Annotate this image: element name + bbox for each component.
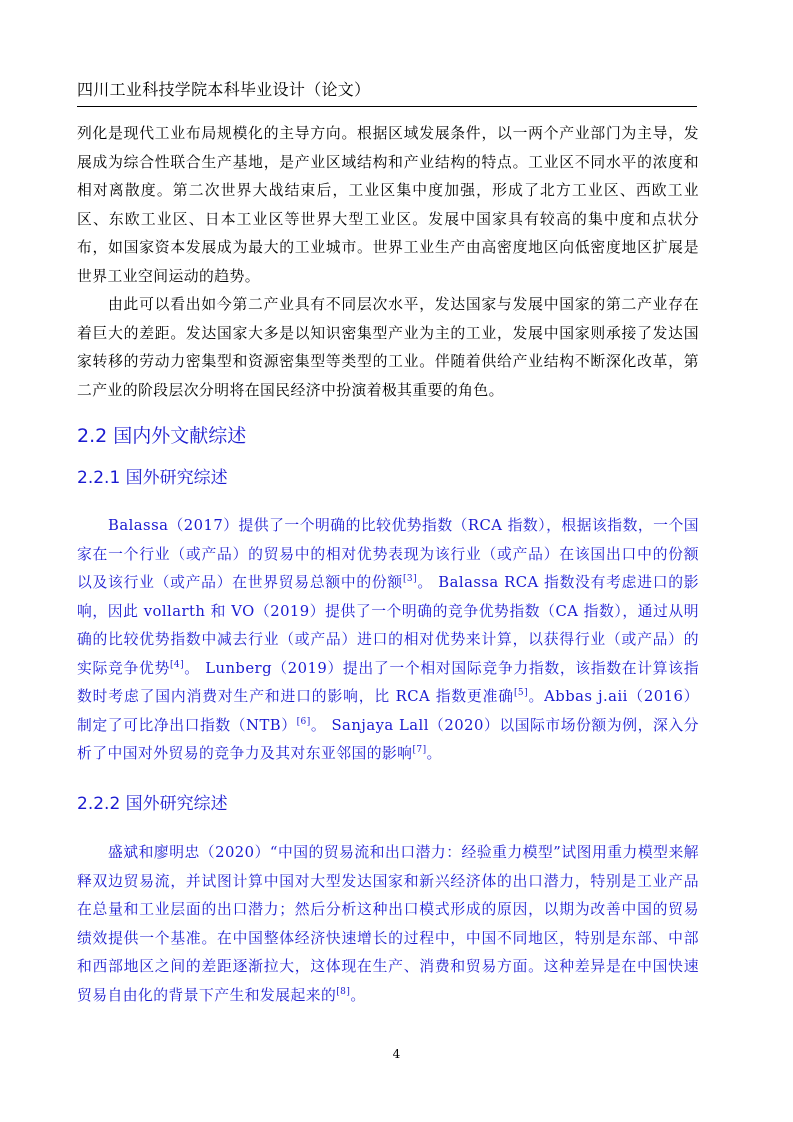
paragraph-trade-flow: [77, 839, 699, 1010]
text-segment: 。 Lunberg（2019）提出了一个相对国际竞争力指数，该指数在计算该指数时考虑了国内消费对生产和进口的影响，比 RCA 指数更准确: [77, 659, 699, 705]
text-segment: 。 Balassa RCA 指数没有考虑进口的影响，因此 vollarth 和 VO（2019）提供了一个明确的竞争优势指数（CA 指数），通过从明确的比较优势指数中减去行业（或产品）进口的相对优势来计算，以获得行业（或产品）的实际竞争优势: [77, 574, 699, 677]
section-heading-2-2-2: 2.2.2 国外研究综述: [77, 794, 228, 814]
header-rule: [77, 106, 697, 107]
citation-ref: [3]: [402, 574, 418, 585]
citation-ref: [5]: [513, 688, 529, 699]
section-heading-2-2-1: 2.2.1 国外研究综述: [77, 468, 228, 488]
citation-ref: [7]: [412, 745, 427, 756]
text-segment: 。: [350, 986, 366, 1004]
citation-ref: [4]: [169, 659, 185, 670]
paragraph-continuation: 列化是现代工业布局规模化的主导方向。根据区域发展条件，以一两个产业部门为主导，发展成为综合性联合生产基地，是产业区域结构和产业结构的特点。工业区不同水平的浓度和相对离散度。第二次世界大战结束后，工业区集中度加强，形成了北方工业区、西欧工业区、东欧工业区、日本工业区等世界大型工业区。发展中国家具有较高的集中度和点状分布，如国家资本发展成为最大的工业城市。世界工业生产由高密度地区向低密度地区扩展是世界工业空间运动的趋势。: [77, 125, 699, 285]
section-heading-2-2: 2.2 国内外文献综述: [77, 425, 247, 447]
citation-ref: [6]: [296, 716, 311, 727]
paragraph-foreign-research: [77, 512, 699, 769]
text-segment: Balassa（2017）提供了一个明确的比较优势指数（RCA 指数），根据该指数，一个国家在一个行业（或产品）的贸易中的相对优势表现为该行业（或产品）在该国出口中的份额以及该行业（或产品）在世界贸易总额中的份额: [77, 517, 699, 591]
text-segment: 。 Sanjaya Lall（2020）以国际市场份额为例，深入分析了中国对外贸易的竞争力及其对东亚邻国的影响: [77, 716, 699, 762]
text-segment: 。: [426, 745, 442, 762]
text-segment: 。Abbas j.aii（2016）制定了可比净出口指数（NTB）: [77, 688, 699, 734]
citation-ref: [8]: [336, 986, 351, 997]
page-number: 4: [392, 1047, 401, 1061]
text-segment: 盛斌和廖明忠（2020）“中国的贸易流和出口潜力：经验重力模型”试图用重力模型来解释双边贸易流，并试图计算中国对大型发达国家和新兴经济体的出口潜力，特别是工业产品在总量和工业层面的出口潜力；然后分析这种出口模式形成的原因，以期为改善中国的贸易绩效提供一个基准。在中国整体经济快速增长的过程中，中国不同地区，特别是东部、中部和西部地区之间的差距逐渐拉大，这体现在生产、消费和贸易方面。这种差异是在中国快速贸易自由化的背景下产生和发展起来的: [77, 844, 699, 1004]
running-header: 四川工业科技学院本科毕业设计（论文）: [77, 80, 371, 99]
paragraph-secondary-industry: 由此可以看出如今第二产业具有不同层次水平，发达国家与发展中国家的第二产业存在着巨大的差距。发达国家大多是以知识密集型产业为主的工业，发展中国家则承接了发达国家转移的劳动力密集型和资源密集型等类型的工业。伴随着供给产业结构不断深化改革，第二产业的阶段层次分明将在国民经济中扮演着极其重要的角色。: [77, 296, 699, 399]
